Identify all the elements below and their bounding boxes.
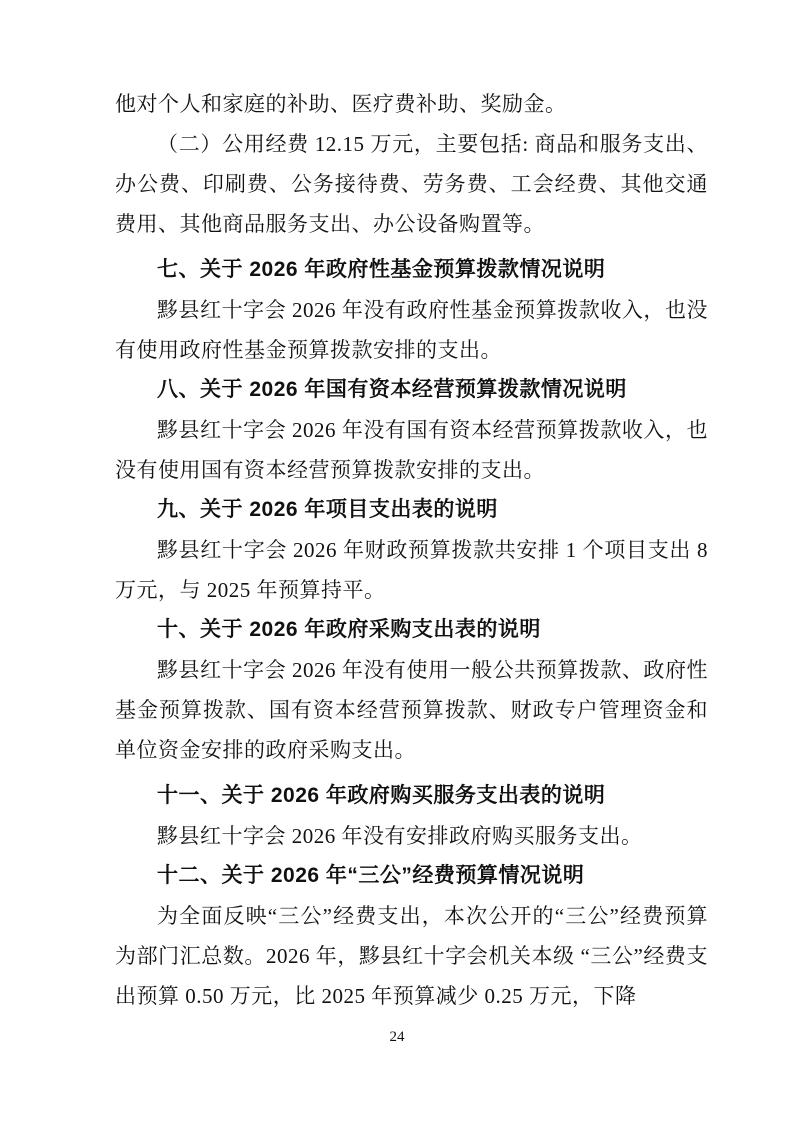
paragraph-section-8: 黟县红十字会 2026 年没有国有资本经营预算拨款收入，也没有使用国有资本经营预算拨款安排的支出。 [115,418,708,482]
paragraph-section-11: 黟县红十字会 2026 年没有安排政府购买服务支出。 [157,824,643,848]
paragraph-section-12: 为全面反映“三公”经费支出，本次公开的“三公”经费预算为部门汇总数。2026 年，黟县红十字会机关本级 “三公”经费支出预算 0.50 万元，比 2025 年预算减少 0.25 万元，下降 [115,904,708,1008]
section-heading-10: 十、关于 2026 年政府采购支出表的说明 [157,618,541,641]
paragraph-continuation: 他对个人和家庭的补助、医疗费补助、奖励金。 [115,92,567,116]
section-heading-7: 七、关于 2026 年政府性基金预算拨款情况说明 [157,258,606,281]
page-number: 24 [389,1029,405,1045]
section-heading-11: 十一、关于 2026 年政府购买服务支出表的说明 [157,784,606,807]
page-footer [0,1028,794,1046]
paragraph-section-10: 黟县红十字会 2026 年没有使用一般公共预算拨款、政府性基金预算拨款、国有资本经营预算拨款、财政专户管理资金和单位资金安排的政府采购支出。 [115,658,708,762]
section-heading-9: 九、关于 2026 年项目支出表的说明 [157,498,498,521]
section-heading-8: 八、关于 2026 年国有资本经营预算拨款情况说明 [157,378,627,401]
document-body [115,84,708,1016]
paragraph-section-7: 黟县红十字会 2026 年没有政府性基金预算拨款收入，也没有使用政府性基金预算拨款安排的支出。 [115,298,708,362]
paragraph-section-9: 黟县红十字会 2026 年财政预算拨款共安排 1 个项目支出 8 万元，与 2025 年预算持平。 [115,538,708,602]
section-heading-12: 十二、关于 2026 年“三公”经费预算情况说明 [157,864,585,887]
paragraph-public-funds: （二）公用经费 12.15 万元，主要包括: 商品和服务支出、办公费、印刷费、公务接待费、劳务费、工会经费、其他交通费用、其他商品服务支出、办公设备购置等。 [115,132,708,236]
